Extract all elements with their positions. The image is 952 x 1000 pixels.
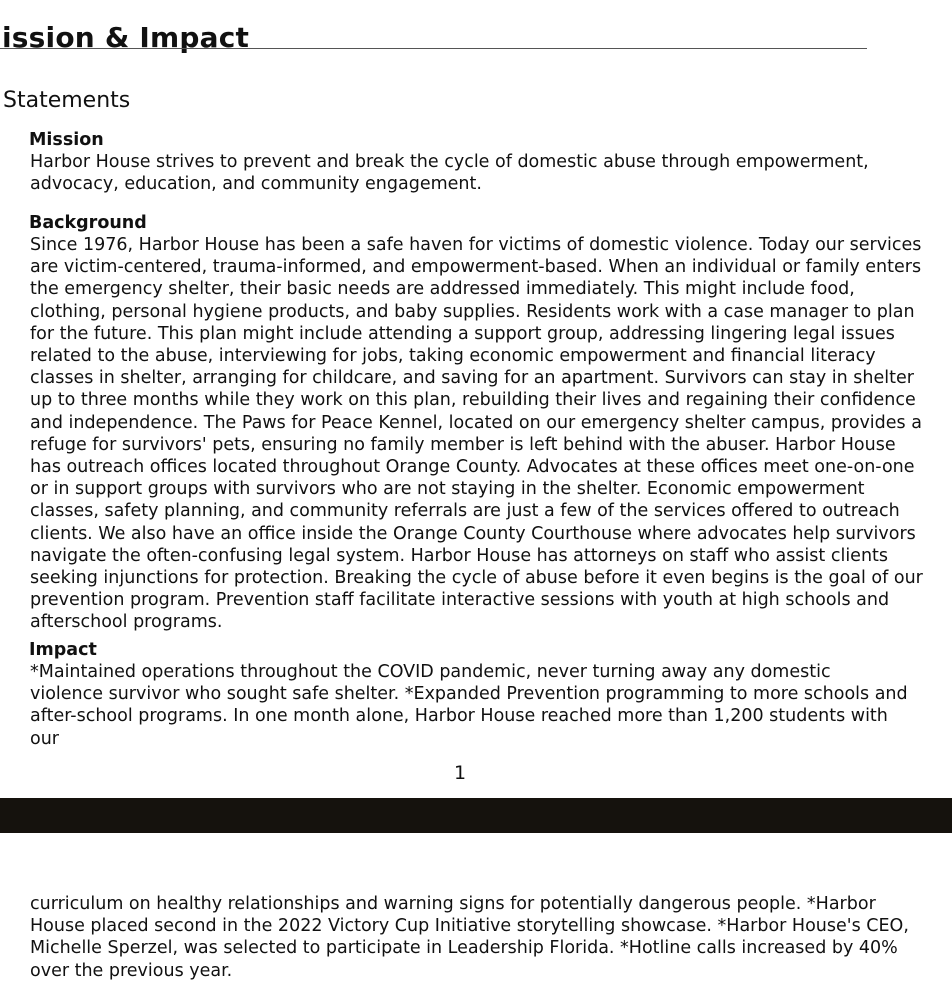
page-title: ission & Impact: [2, 21, 250, 54]
impact-label: Impact: [29, 640, 97, 660]
mission-text: Harbor House strives to prevent and break the cycle of domestic abuse through empowerment, advocacy, education, and community engagement.: [30, 152, 869, 195]
page-break-bar: [0, 798, 952, 833]
impact-block: [29, 639, 909, 750]
page-number: 1: [453, 762, 467, 784]
section-heading: Statements: [3, 88, 131, 113]
background-label: Background: [29, 213, 147, 233]
background-block: [29, 212, 929, 634]
mission-block: [29, 129, 889, 195]
mission-label: Mission: [29, 130, 104, 150]
continuation-text: curriculum on healthy relationships and warning signs for potentially dangerous people. *Harbor House placed second in the 2022 Victory Cup Initiative storytelling showcase. *Harbor House's CEO, Michelle Sperzel, was selected to participate in Leadership Florida. *Hotline calls increased by 40% over the previous year.: [30, 894, 909, 981]
background-text: Since 1976, Harbor House has been a safe haven for victims of domestic violence. Today our services are victim-centered, trauma-informed, and empowerment-based. When an individual or family enters the emergency shelter, their basic needs are addressed immediately. This might include food, clothing, personal hygiene products, and baby supplies. Residents work with a case manager to plan for the future. This plan might include attending a support group, addressing lingering legal issues related to the abuse, interviewing for jobs, taking economic empowerment and financial literacy classes in shelter, arranging for childcare, and saving for an apartment. Survivors can stay in shelter up to three months while they work on this plan, rebuilding their lives and regaining their confidence and independence. The Paws for Peace Kennel, located on our emergency shelter campus, provides a refuge for survivors' pets, ensuring no family member is left behind with the abuser. Harbor House has outreach offices located throughout Orange County. Advocates at these offices meet one-on-one or in support groups with survivors who are not staying in the shelter. Economic empowerment classes, safety planning, and community referrals are just a few of the services offered to outreach clients. We also have an office inside the Orange County Courthouse where advocates help survivors navigate the often-confusing legal system. Harbor House has attorneys on staff who assist clients seeking injunctions for protection. Breaking the cycle of abuse before it even begins is the goal of our prevention program. Prevention staff facilitate interactive sessions with youth at high schools and afterschool programs.: [30, 235, 923, 633]
impact-text: *Maintained operations throughout the COVID pandemic, never turning away any domestic violence survivor who sought safe shelter. *Expanded Prevention programming to more schools and after-school programs. In one month alone, Harbor House reached more than 1,200 students with our: [30, 662, 908, 749]
title-divider: [0, 48, 867, 49]
